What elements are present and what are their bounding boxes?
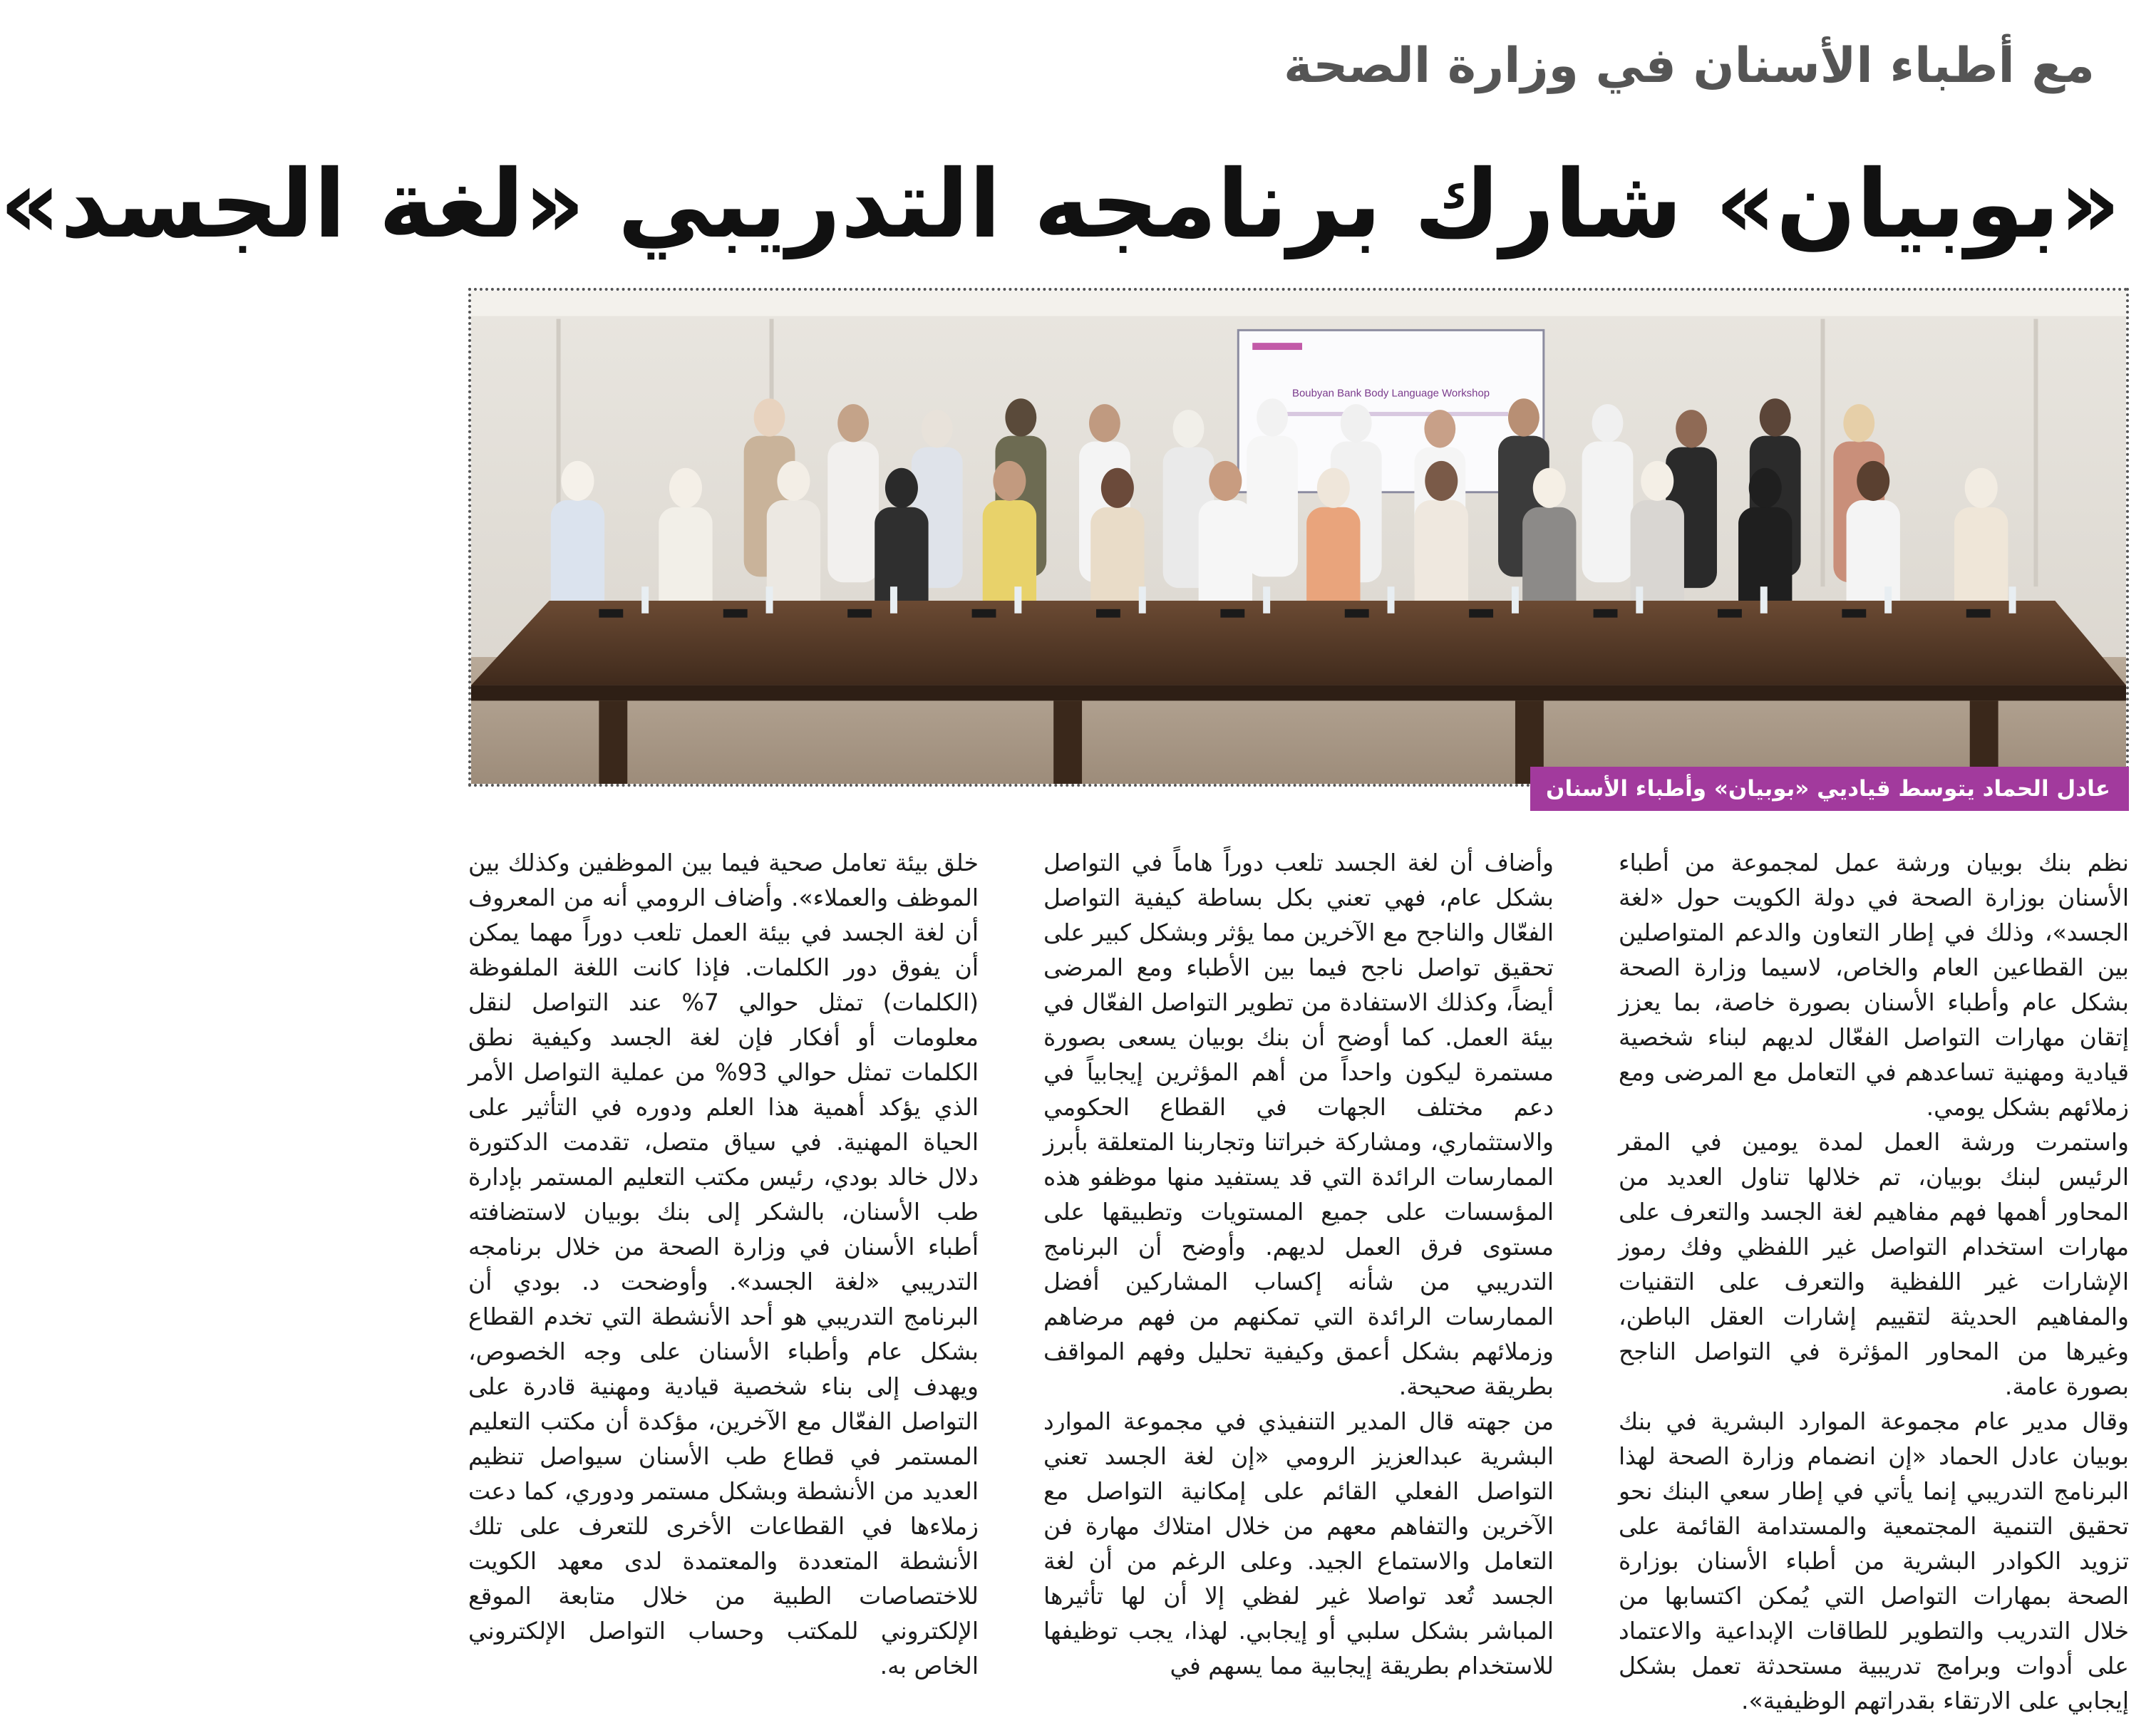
microphone-base bbox=[1966, 609, 1991, 618]
paragraph: واستمرت ورشة العمل لمدة يومين في المقر الرئيس لبنك بوبيان، تم خلالها تناول العديد من المحاور أهمها فهم مفاهيم لغة الجسد والتعرف على مهارات استخدام التواصل غير اللفظي وفك رموز الإشارات غير اللفظية والتعرف على التقنيات والمفاهيم الحديثة لتقييم إشارات العقل الباطن، وغيرها من المحاور المؤثرة في التواصل الناجح بصورة عامة. bbox=[1619, 1128, 2129, 1400]
water-bottle bbox=[1760, 586, 1768, 614]
microphone-base bbox=[723, 609, 748, 618]
water-bottle bbox=[766, 586, 773, 614]
microphone-base bbox=[1718, 609, 1742, 618]
microphone-base bbox=[1842, 609, 1866, 618]
group-photo bbox=[468, 288, 2129, 787]
microphone-base bbox=[1220, 609, 1244, 618]
water-bottle bbox=[1512, 586, 1519, 614]
water-bottle bbox=[1263, 586, 1270, 614]
article-column-right bbox=[1619, 845, 2129, 1714]
paragraph: وقال مدير عام مجموعة الموارد البشرية في بنك بوبيان عادل الحماد «إن انضمام وزارة الصحة لهذا البرنامج التدريبي إنما يأتي في إطار سعي البنك نحو تحقيق التنمية المجتمعية والمستدامة القائمة على تزويد الكوادر البشرية من أطباء الأسنان بوزارة الصحة بمهارات التواصل التي يُمكن اكتسابها من خلال التدريب والتطوير للطاقات الإبداعية والاعتماد على أدوات وبرامج تدريبية مستحدثة تعمل بشكل إيجابي على الارتقاء بقدراتهم الوظيفية». bbox=[1619, 1407, 2129, 1714]
screen-text: Boubyan Bank Body Language Workshop bbox=[1292, 388, 1490, 400]
paragraph: وأضاف أن لغة الجسد تلعب دوراً هاماً في التواصل بشكل عام، فهي تعني بكل بساطة كيفية التواصل الفعّال والناجح مع الآخرين مما يؤثر وبشكل كبير على تحقيق تواصل ناجح فيما بين الأطباء ومع المرضى أيضاً، وكذلك الاستفادة من تطوير التواصل الفعّال في بيئة العمل. كما أوضح أن بنك بوبيان يسعى بصورة مستمرة ليكون واحداً من أهم المؤثرين إيجابياً في دعم مختلف الجهات في القطاع الحكومي والاستثماري، ومشاركة خبراتنا وتجاربنا المتعلقة بأبرز الممارسات الرائدة التي قد يستفيد منها موظفو هذه المؤسسات على جميع المستويات وتطبيقها على مستوى فرق العمل لديهم. وأوضح أن البرنامج التدريبي من شأنه إكساب المشاركين أفضل الممارسات الرائدة التي تمكنهم من فهم مرضاهم وزملائهم بشكل أعمق وكيفية تحليل وفهم المواقف بطريقة صحيحة. bbox=[1043, 849, 1554, 1400]
group-photo-illustration bbox=[471, 291, 2126, 784]
paragraph: خلق بيئة تعامل صحية فيما بين الموظفين وكذلك بين الموظف والعملاء». وأضاف الرومي أنه من المعروف أن لغة الجسد في بيئة العمل تلعب دوراً مهما يمكن أن يفوق دور الكلمات. فإذا كانت اللغة الملفوظة (الكلمات) تمثل حوالي 7% عند التواصل لنقل معلومات أو أفكار فإن لغة الجسد وكيفية نطق الكلمات تمثل حوالي 93% من عملية التواصل الأمر الذي يؤكد أهمية هذا العلم ودوره في التأثير على الحياة المهنية. في سياق متصل، تقدمت الدكتورة دلال خالد بودي، رئيس مكتب التعليم المستمر بإدارة طب الأسنان، بالشكر إلى بنك بوبيان لاستضافته أطباء الأسنان في وزارة الصحة من خلال برنامجه التدريبي «لغة الجسد». وأوضحت د. بودي أن البرنامج التدريبي هو أحد الأنشطة التي تخدم القطاع بشكل عام وأطباء الأسنان على وجه الخصوص، ويهدف إلى بناء شخصية قيادية ومهنية قادرة على التواصل الفعّال مع الآخرين، مؤكدة أن مكتب التعليم المستمر في قطاع طب الأسنان سيواصل تنظيم العديد من الأنشطة وبشكل مستمر ودوري، كما دعت زملاءها في القطاعات الأخرى للتعرف على تلك الأنشطة المتعددة والمعتمدة لدى معهد الكويت للاختصاصات الطبية من خلال متابعة الموقع الإلكتروني للمكتب وحساب التواصل الإلكتروني الخاص به. bbox=[468, 849, 979, 1680]
microphone-base bbox=[1594, 609, 1618, 618]
water-bottle bbox=[1014, 586, 1021, 614]
water-bottle bbox=[1388, 586, 1395, 614]
microphone-base bbox=[1345, 609, 1369, 618]
article-column-left bbox=[468, 845, 979, 1680]
water-bottle bbox=[1636, 586, 1643, 614]
water-bottle bbox=[1884, 586, 1892, 614]
microphone-base bbox=[972, 609, 996, 618]
article-column-middle bbox=[1043, 845, 1554, 1680]
paragraph: من جهته قال المدير التنفيذي في مجموعة الموارد البشرية عبدالعزيز الرومي «إن لغة الجسد تعني التواصل الفعلي القائم على إمكانية التواصل مع الآخرين والتفاهم معهم من خلال امتلاك مهارة فن التعامل والاستماع الجيد. وعلى الرغم من أن لغة الجسد تُعد تواصلا غير لفظي إلا أن لها تأثيرها المباشر بشكل سلبي أو إيجابي. لهذا، يجب توظيفها للاستخدام بطريقة إيجابية مما يسهم في bbox=[1043, 1407, 1554, 1680]
microphone-base bbox=[1469, 609, 1493, 618]
water-bottle bbox=[1139, 586, 1146, 614]
microphone-base bbox=[599, 609, 623, 618]
paragraph: نظم بنك بوبيان ورشة عمل لمجموعة من أطباء الأسنان بوزارة الصحة في دولة الكويت حول «لغة الجسد»، وذلك في إطار التعاون والدعم المتواصلين بين القطاعين العام والخاص، لاسيما وزارة الصحة بشكل عام وأطباء الأسنان بصورة خاصة، بما يعزز إتقان مهارات التواصل الفعّال لديهم لبناء شخصية قيادية ومهنية تساعدهم في التعامل مع المرضى ومع زملائهم بشكل يومي. bbox=[1619, 849, 2129, 1121]
article-headline: «بوبيان» شارك برنامجه التدريبي «لغة الجسد» bbox=[0, 150, 2120, 259]
photo-caption: عادل الحماد يتوسط قياديي «بوبيان» وأطباء الأسنان bbox=[1530, 767, 2129, 811]
microphone-base bbox=[847, 609, 872, 618]
article-kicker: مع أطباء الأسنان في وزارة الصحة bbox=[1284, 38, 2095, 94]
microphone-base bbox=[1096, 609, 1120, 618]
water-bottle bbox=[641, 586, 649, 614]
water-bottle bbox=[890, 586, 897, 614]
water-bottle bbox=[2009, 586, 2016, 614]
